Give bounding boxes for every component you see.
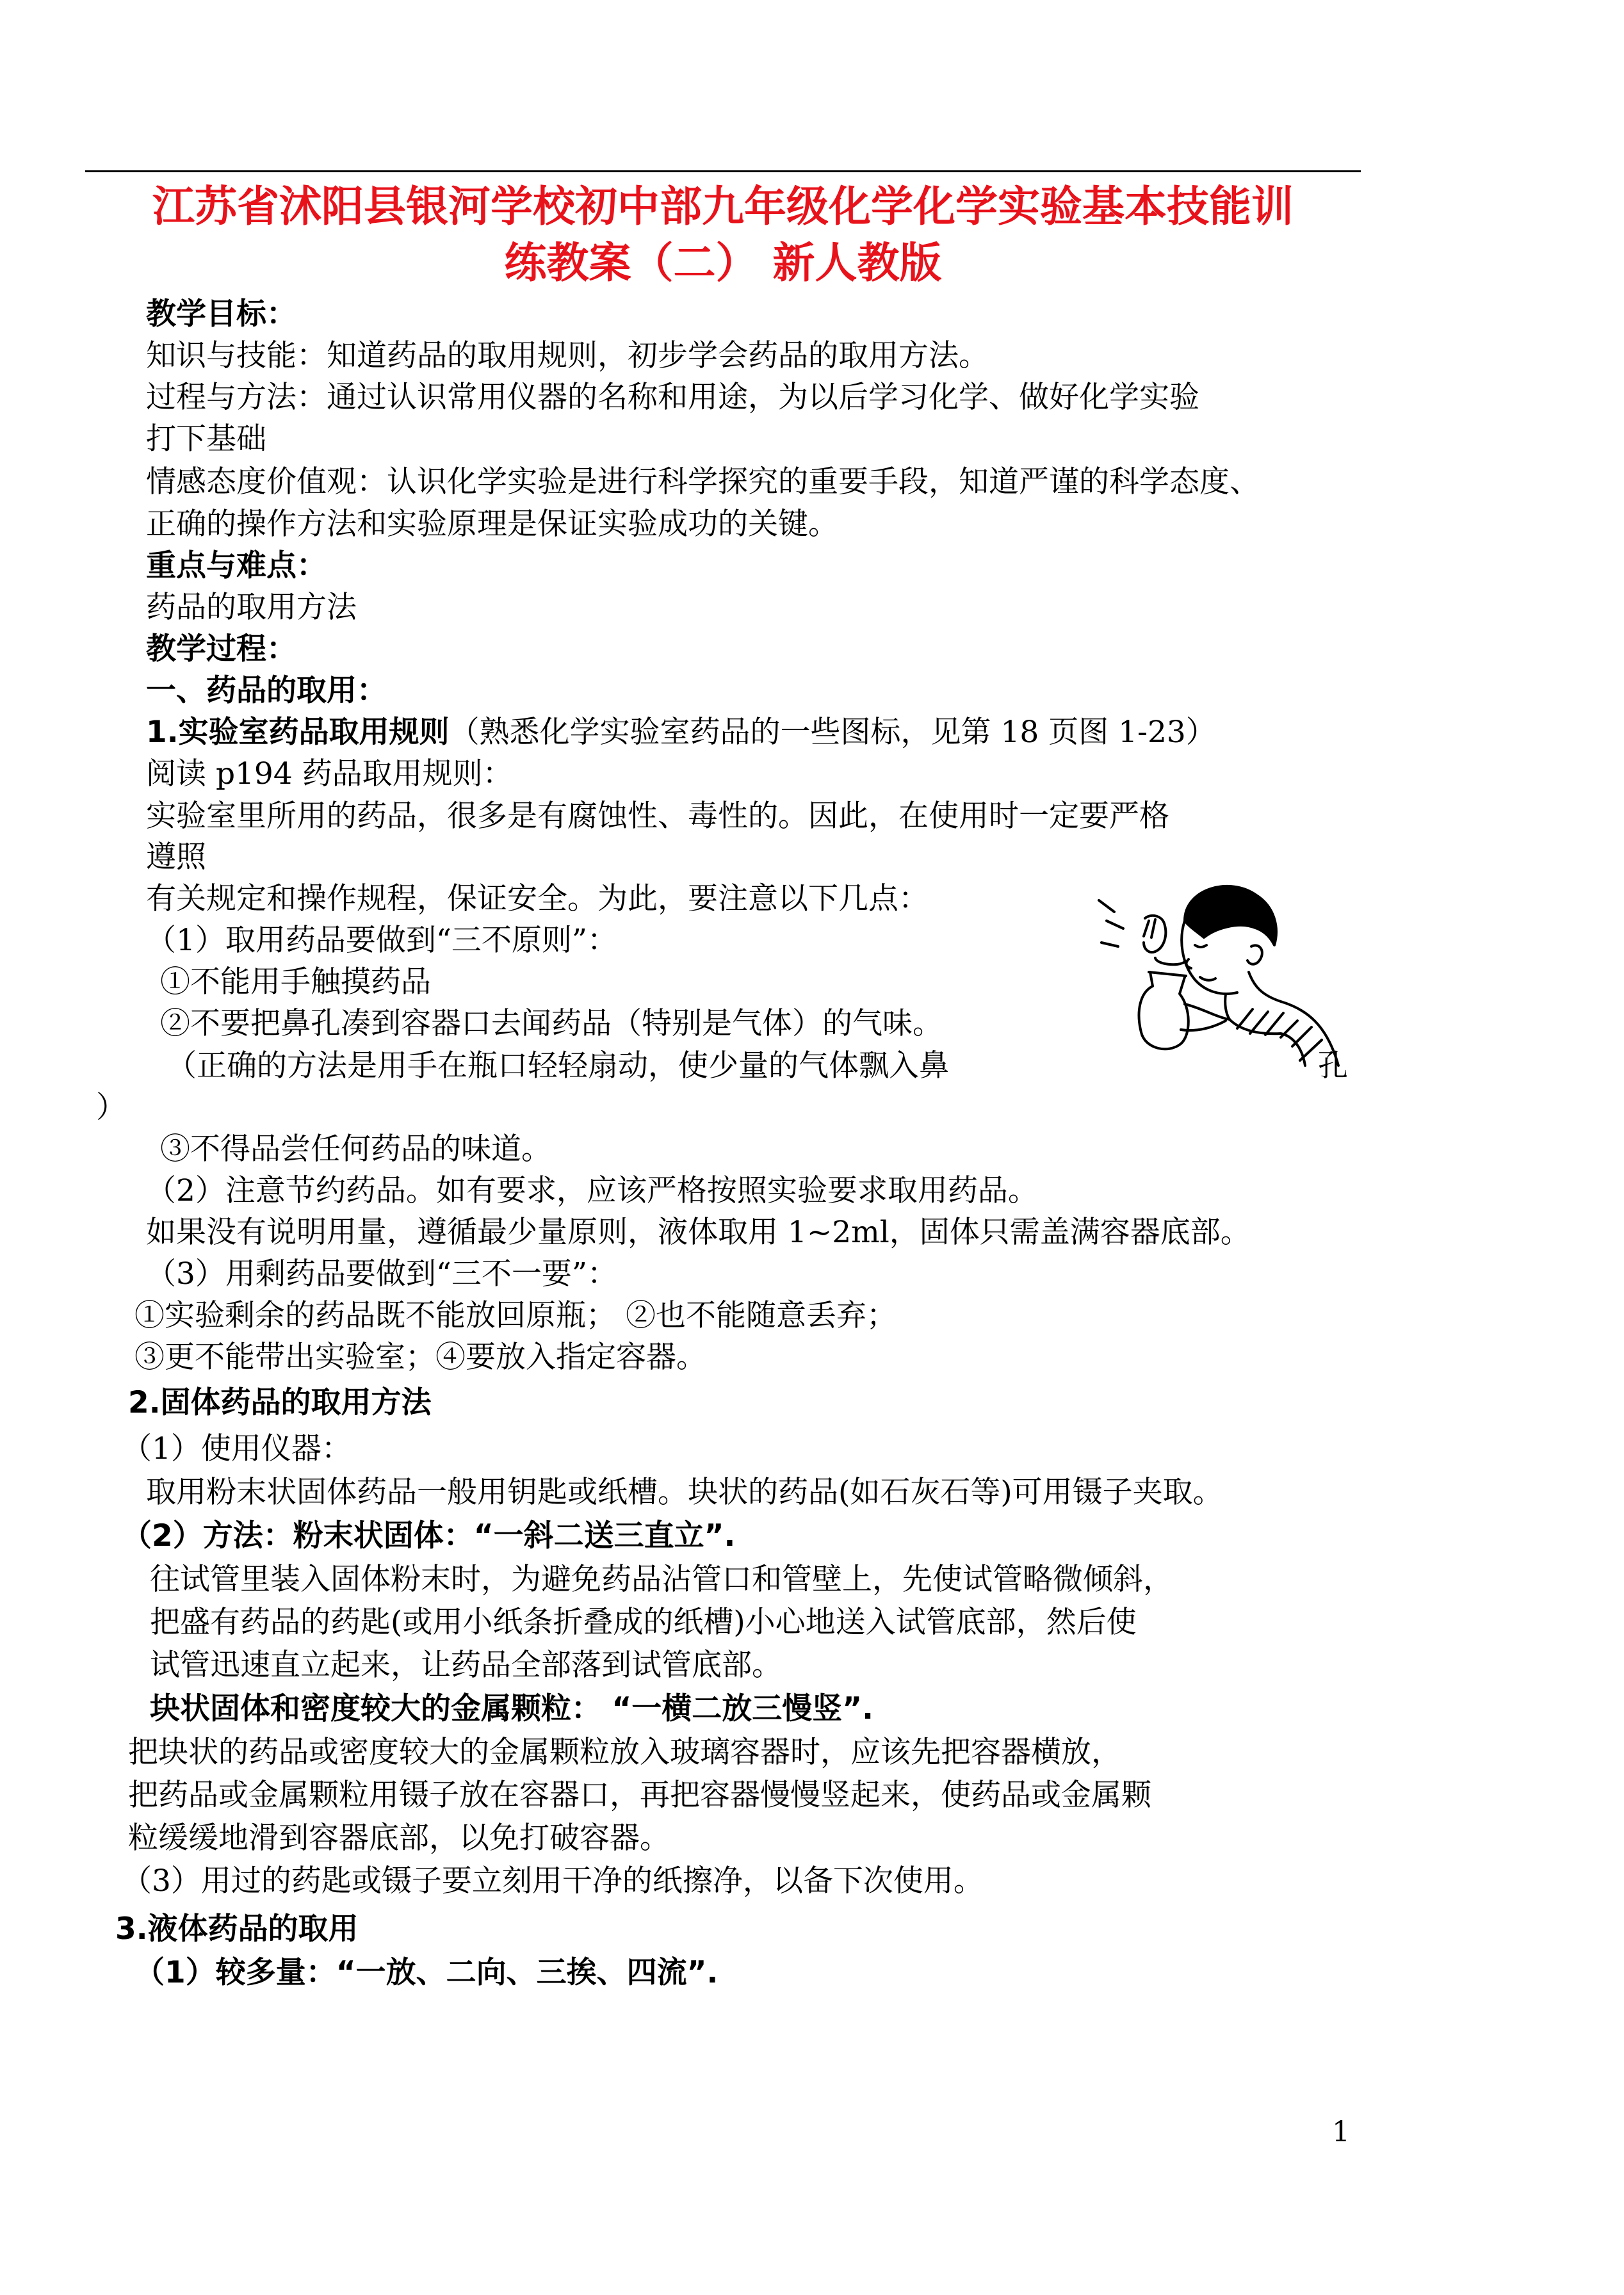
solid-2-d: 块状固体和密度较大的金属颗粒： “一横二放三慢竖”. xyxy=(150,1691,873,1726)
solid-2-c: 试管迅速直立起来，让药品全部落到试管底部。 xyxy=(150,1648,782,1683)
solid-2-g: 粒缓缓地滑到容器底部，以免打破容器。 xyxy=(128,1821,670,1856)
read-rules: 阅读 p194 药品取用规则： xyxy=(146,756,513,791)
key-points-heading: 重点与难点： xyxy=(146,548,327,583)
objective-knowledge: 知识与技能：知道药品的取用规则，初步学会药品的取用方法。 xyxy=(146,338,989,373)
rule-1-c-end: 孔 xyxy=(1318,1048,1348,1083)
document-title-line-2: 练教案（二） 新人教版 xyxy=(504,238,942,288)
liquid-heading: 3.液体药品的取用 xyxy=(115,1911,359,1947)
solid-heading: 2.固体药品的取用方法 xyxy=(128,1385,432,1420)
rule-1-a: ①不能用手触摸药品 xyxy=(160,964,431,1000)
solid-2-b: 把盛有药品的药匙(或用小纸条折叠成的纸槽)小心地送入试管底部，然后使 xyxy=(150,1605,1137,1640)
intro-line-1: 实验室里所用的药品，很多是有腐蚀性、毒性的。因此，在使用时一定要严格 xyxy=(146,799,1169,834)
solid-2-e: 把块状的药品或密度较大的金属颗粒放入玻璃容器时，应该先把容器横放， xyxy=(128,1735,1121,1770)
rule-1-b: ②不要把鼻孔凑到容器口去闻药品（特别是气体）的气味。 xyxy=(160,1006,943,1041)
rule-1-c: （正确的方法是用手在瓶口轻轻扇动，使少量的气体飘入鼻 xyxy=(166,1048,949,1083)
rules-heading: 1.实验室药品取用规则 xyxy=(146,715,450,750)
rules-note: （熟悉化学实验室药品的一些图标，见第 18 页图 1-23） xyxy=(449,715,1216,750)
solid-2: （2）方法：粉末状固体：“一斜二送三直立”. xyxy=(122,1518,736,1553)
solid-2-a: 往试管里装入固体粉末时，为避免药品沾管口和管壁上，先使试管略微倾斜， xyxy=(150,1562,1173,1597)
liquid-1: （1）较多量：“一放、二向、三挨、四流”. xyxy=(134,1955,719,1990)
key-points-text: 药品的取用方法 xyxy=(146,590,357,625)
document-title-line-1: 江苏省沭阳县银河学校初中部九年级化学化学实验基本技能训 xyxy=(152,182,1294,231)
header-rule xyxy=(85,170,1361,172)
rule-3: （3）用剩药品要做到“三不一要”： xyxy=(146,1256,617,1292)
solid-2-f: 把药品或金属颗粒用镊子放在容器口，再把容器慢慢竖起来，使药品或金属颗 xyxy=(128,1778,1151,1813)
rule-2-b: 如果没有说明用量，遵循最少量原则，液体取用 1~2ml，固体只需盖满容器底部。 xyxy=(146,1215,1251,1250)
rule-1-c-close: ） xyxy=(96,1090,126,1125)
rule-1: （1）取用药品要做到“三不原则”： xyxy=(146,923,617,958)
process-heading: 教学过程： xyxy=(146,631,296,667)
section-1-heading: 一、药品的取用： xyxy=(146,673,387,708)
intro-line-3: 有关规定和操作规程，保证安全。为此，要注意以下几点： xyxy=(146,881,929,916)
solid-3: （3）用过的药匙或镊子要立刻用干净的纸擦净，以备下次使用。 xyxy=(122,1863,984,1899)
rule-1-d: ③不得品尝任何药品的味道。 xyxy=(160,1131,551,1167)
smelling-gas-illustration xyxy=(1089,876,1358,1068)
rule-3-b: ③更不能带出实验室；④要放入指定容器。 xyxy=(134,1340,706,1375)
rule-2: （2）注意节约药品。如有要求，应该严格按照实验要求取用药品。 xyxy=(146,1173,1038,1208)
objective-emotion-cont: 正确的操作方法和实验原理是保证实验成功的关键。 xyxy=(146,507,838,542)
intro-line-2: 遵照 xyxy=(146,839,206,875)
rules-line xyxy=(146,713,1216,752)
solid-1: （1）使用仪器： xyxy=(122,1431,352,1466)
page-number: 1 xyxy=(1332,2116,1350,2148)
objective-process: 过程与方法：通过认识常用仪器的名称和用途，为以后学习化学、做好化学实验 xyxy=(146,380,1199,415)
objective-emotion: 情感态度价值观：认识化学实验是进行科学探究的重要手段，知道严谨的科学态度、 xyxy=(146,464,1260,499)
objective-process-cont: 打下基础 xyxy=(146,421,266,457)
objectives-heading: 教学目标： xyxy=(146,296,296,332)
rule-3-a: ①实验剩余的药品既不能放回原瓶； ②也不能随意丢弃； xyxy=(134,1298,897,1333)
solid-1-text: 取用粉末状固体药品一般用钥匙或纸槽。块状的药品(如石灰石等)可用镊子夹取。 xyxy=(146,1475,1223,1510)
